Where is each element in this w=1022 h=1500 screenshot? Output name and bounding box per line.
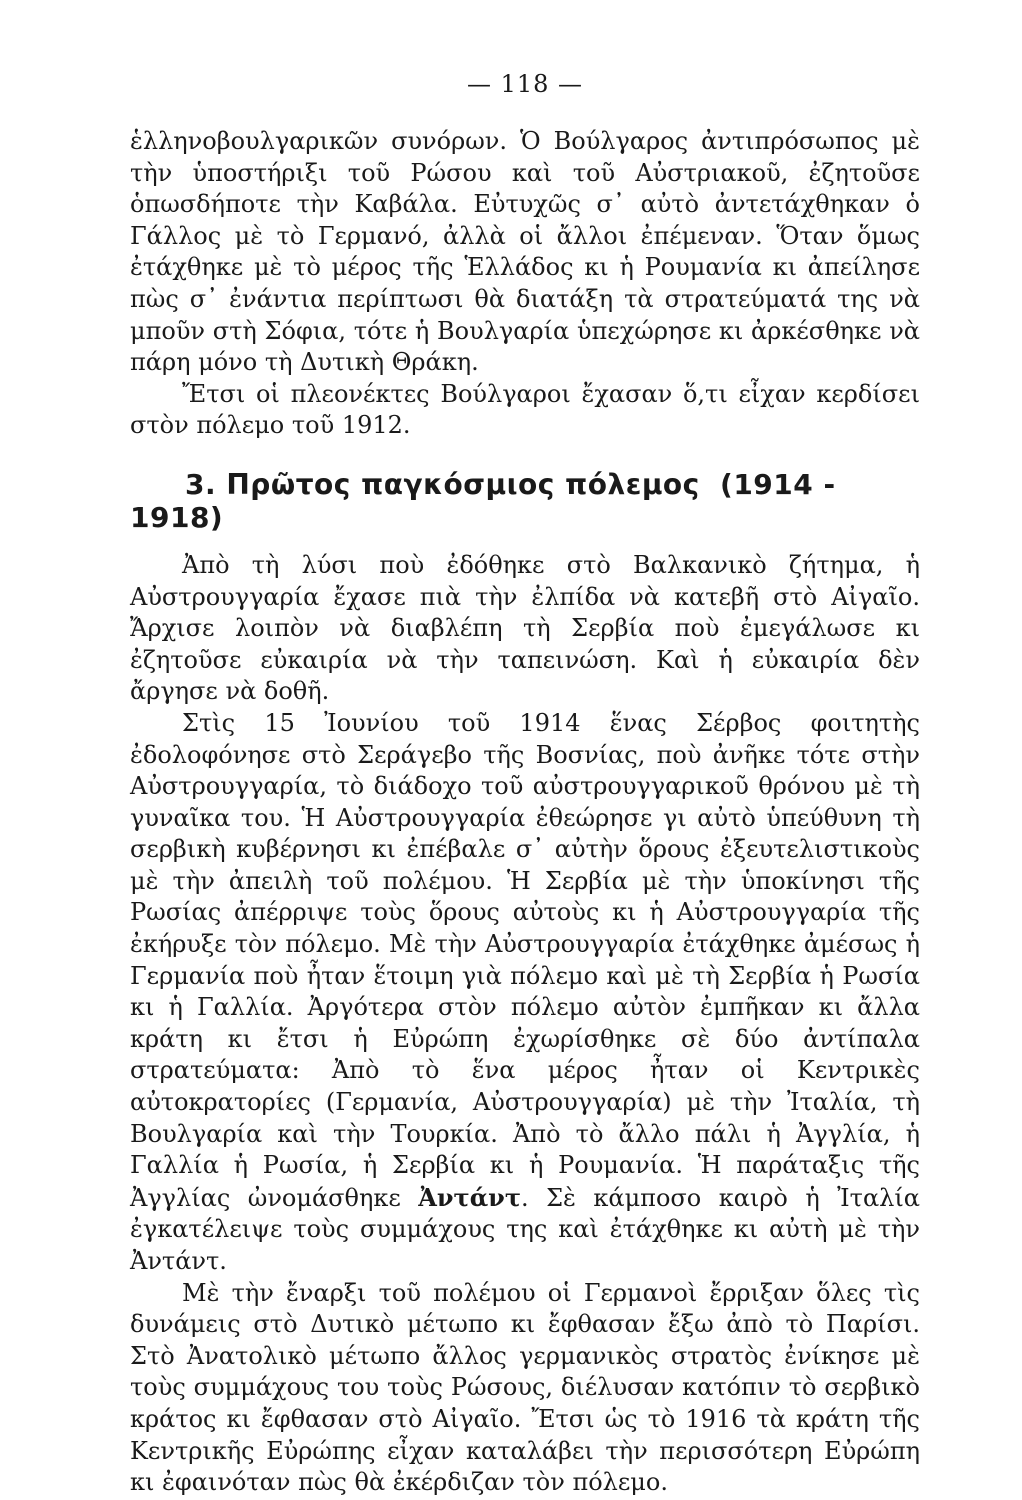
paragraph-war-outbreak: [130, 708, 920, 1278]
paragraph-war-outbreak-end: . Σὲ κάμποσο καιρὸ ἡ Ἰταλία ἐγκατέλειψε τοὺς συμμάχους της καὶ ἐτάχθηκε κι αὐτὴ μὲ τὴν Ἀντάντ.: [130, 1183, 920, 1275]
paragraph-war-outbreak-text: Στὶς 15 Ἰουνίου τοῦ 1914 ἕνας Σέρβος φοιτητὴς ἐδολοφόνησε στὸ Σεράγεβο τῆς Βοσνίας, ποὺ ἀνῆκε τότε στὴν Αὐστρουγγαρία, τὸ διάδοχο τοῦ αὐστρουγγαρικοῦ θρόνου μὲ τὴ γυναῖκα του. Ἡ Αὐστρουγγαρία ἐθεώρησε γι αὐτὸ ὑπεύθυνη τὴ σερβικὴ κυβέρνησι κι ἐπέβαλε σ᾿ αὐτὴν ὅρους ἐξευτελιστικοὺς μὲ τὴν ἀπειλὴ τοῦ πολέμου. Ἡ Σερβία μὲ τὴν ὑποκίνησι τῆς Ρωσίας ἀπέρριψε τοὺς ὅρους αὐτοὺς κι ἡ Αὐστρουγγαρία τῆς ἐκήρυξε τὸν πόλεμο. Μὲ τὴν Αὐστρουγγαρία ἐτάχθηκε ἀμέσως ἡ Γερμανία ποὺ ἦταν ἕτοιμη γιὰ πόλεμο καὶ μὲ τὴ Σερβία ἡ Ρωσία κι ἡ Γαλλία. Ἀργότερα στὸν πόλεμο αὐτὸν ἐμπῆκαν κι ἄλλα κράτη κι ἔτσι ἡ Εὐρώπη ἐχωρίσθηκε σὲ δύο ἀντίπαλα στρατεύματα: Ἀπὸ τὸ ἕνα μέρος ἦταν οἱ Κεντρικὲς αὐτοκρατορίες (Γερμανία, Αὐστρουγγαρία) μὲ τὴν Ἰταλία, τὴ Βουλγαρία καὶ τὴν Τουρκία. Ἀπὸ τὸ ἄλλο πάλι ἡ Ἀγγλία, ἡ Γαλλία ἡ Ρωσία, ἡ Σερβία κι ἡ Ρουμανία. Ἡ παράταξις τῆς Ἀγγλίας ὠνομάσθηκε: [130, 708, 920, 1212]
section-title: Πρῶτος παγκόσμιος πόλεμος: [226, 467, 700, 501]
paragraph-conclusion: Ἔτσι οἱ πλεονέκτες Βούλγαροι ἔχασαν ὅ,τι εἶχαν κερδίσει στὸν πόλεμο τοῦ 1912.: [130, 379, 920, 440]
section-heading: [130, 468, 920, 534]
document-page: [130, 70, 920, 1499]
paragraph-continuation: ἑλληνοβουλγαρικῶν συνόρων. Ὁ Βούλγαρος ἀντιπρόσωπος μὲ τὴν ὑποστήριξι τοῦ Ρώσου καὶ τοῦ Αὐστριακοῦ, ἐζητοῦσε ὁπωσδήποτε τὴν Καβάλα. Εὐτυχῶς σ᾿ αὐτὸ ἀντετάχθηκαν ὁ Γάλλος μὲ τὸ Γερμανό, ἀλλὰ οἱ ἄλλοι ἐπέμεναν. Ὅταν ὅμως ἐτάχθηκε μὲ τὸ μέρος τῆς Ἑλλάδος κι ἡ Ρουμανία κι ἀπείλησε πὼς σ᾿ ἐνάντια περίπτωσι θὰ διατάξη τὰ στρατεύματά της νὰ μποῦν στὴ Σόφια, τότε ἡ Βουλγαρία ὑπεχώρησε κι ἀρκέσθηκε νὰ πάρη μόνο τὴ Δυτικὴ Θράκη.: [130, 127, 920, 377]
section-number: 3.: [185, 467, 217, 501]
paragraph-balkan-question: Ἀπὸ τὴ λύσι ποὺ ἐδόθηκε στὸ Βαλκανικὸ ζήτημα, ἡ Αὐστρουγγαρία ἔχασε πιὰ τὴν ἐλπίδα νὰ κατεβῆ στὸ Αἰγαῖο. Ἄρχισε λοιπὸν νὰ διαβλέπη τὴ Σερβία ποὺ ἐμεγάλωσε κι ἐζητοῦσε εὐκαιρία νὰ τὴν ταπεινώση. Καὶ ἡ εὐκαιρία δὲν ἄργησε νὰ δοθῆ.: [130, 550, 920, 706]
page-number: — 118 —: [466, 70, 584, 98]
section-dates: (1914 - 1918): [130, 467, 836, 534]
paragraph-war-fronts: Μὲ τὴν ἔναρξι τοῦ πολέμου οἱ Γερμανοὶ ἔρριξαν ὅλες τὶς δυνάμεις στὸ Δυτικὸ μέτωπο κι ἔφθασαν ἔξω ἀπὸ τὸ Παρίσι. Στὸ Ἀνατολικὸ μέτωπο ἄλλος γερμανικὸς στρατὸς ἐνίκησε μὲ τοὺς συμμάχους του τοὺς Ρώσους, διέλυσαν κατόπιν τὸ σερβικὸ κράτος κι ἔφθασαν στὸ Αἰγαῖο. Ἔτσι ὡς τὸ 1916 τὰ κράτη τῆς Κεντρικῆς Εὐρώπης εἶχαν καταλάβει τὴν περισσότερη Εὐρώπη κι ἐφαινόταν πὼς θὰ ἐκέρδιζαν τὸν πόλεμο.: [130, 1278, 920, 1497]
entente-term: Ἀντάντ: [418, 1182, 521, 1212]
